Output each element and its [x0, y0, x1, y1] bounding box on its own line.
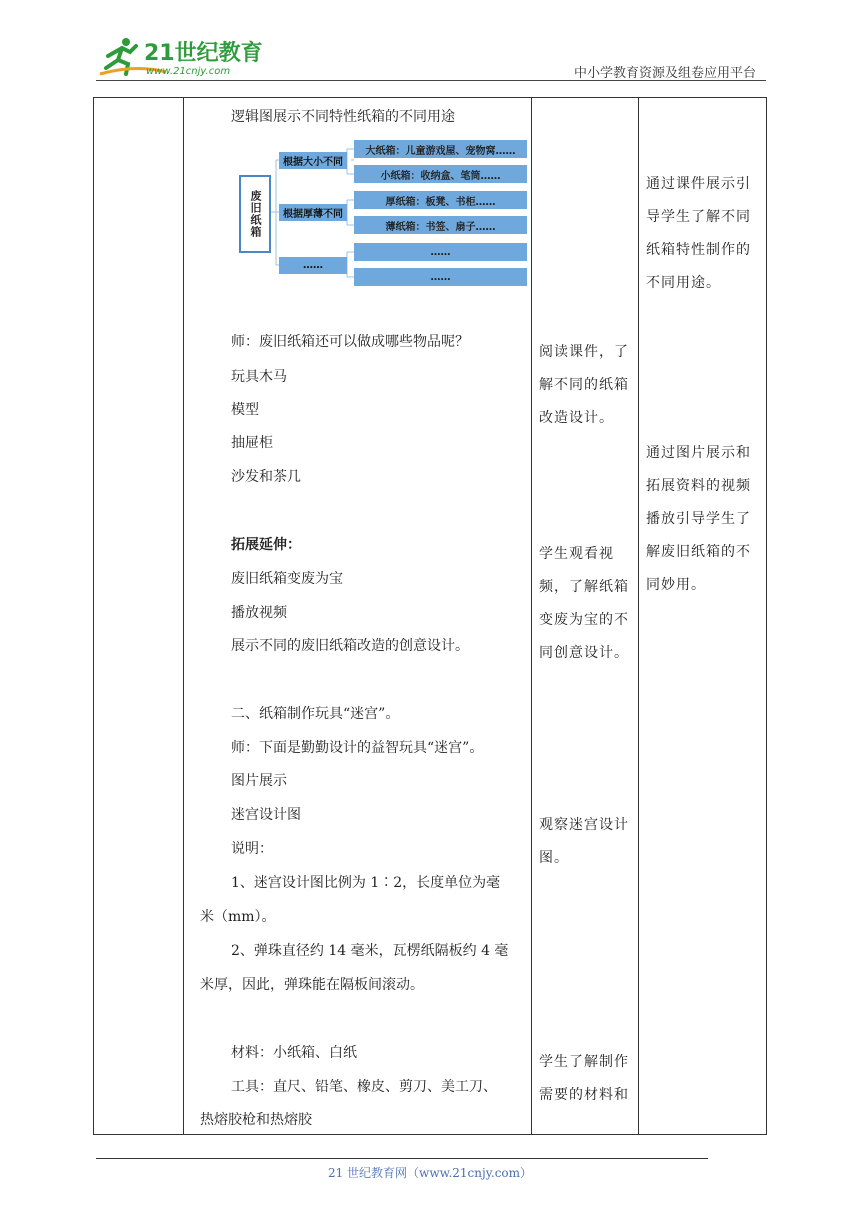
col-divider-3	[638, 98, 639, 1134]
site-logo	[96, 34, 266, 78]
col-divider-1	[183, 98, 184, 1134]
student-activity: 学生观看视频，了解纸箱变废为宝的不同创意设计。	[539, 546, 629, 661]
student-activity: 学生了解制作需要的材料和	[539, 1054, 629, 1103]
text-line: 迷宫设计图	[231, 807, 301, 823]
student-activity: 观察迷宫设计图。	[539, 817, 629, 866]
text-line: 模型	[231, 402, 259, 418]
text-line: 废旧纸箱变废为宝	[231, 571, 343, 587]
footer-text: 21 世纪教育网（www.21cnjy.com）	[327, 1166, 533, 1180]
design-intent: 通过课件展示引导学生了解不同纸箱特性制作的不同用途。	[646, 176, 751, 291]
diagram-root: 废旧纸箱	[239, 175, 271, 253]
design-intent: 通过图片展示和拓展资料的视频播放引导学生了解废旧纸箱的不同妙用。	[646, 445, 751, 593]
text-line: 2、弹珠直径约 14 毫米，瓦楞纸隔板约 4 毫	[231, 943, 509, 959]
text-line: 图片展示	[231, 773, 287, 789]
text-line: 师：下面是勤勤设计的益智玩具“迷宫”。	[231, 740, 484, 756]
student-activity: 阅读课件，了解不同的纸箱改造设计。	[539, 344, 629, 426]
lesson-table	[93, 97, 767, 1135]
col-divider-2	[531, 98, 532, 1134]
text-line: 米（mm）。	[200, 909, 276, 925]
diagram-branch: ……	[279, 257, 347, 274]
logo-main-text: 21世纪教育	[144, 41, 263, 66]
logic-diagram	[239, 138, 529, 288]
section-heading: 拓展延伸：	[231, 537, 301, 553]
diagram-leaf: 小纸箱：收纳盒、笔筒……	[354, 165, 527, 183]
header-platform-text: 中小学教育资源及组卷应用平台	[573, 66, 756, 81]
text-line: 米厚，因此，弹珠能在隔板间滚动。	[200, 977, 424, 993]
text-line: 玩具木马	[231, 369, 287, 385]
diagram-leaf: ……	[354, 268, 527, 286]
footer-divider	[96, 1158, 708, 1159]
text-line: 1、迷宫设计图比例为 1∶2，长度单位为毫	[231, 875, 501, 891]
diagram-leaf: 薄纸箱：书签、扇子……	[354, 216, 527, 234]
text-line: 沙发和茶几	[231, 469, 301, 485]
diagram-branch: 根据大小不同	[279, 152, 347, 169]
header-divider	[96, 80, 766, 81]
text-line: 二、纸箱制作玩具“迷宫”。	[231, 706, 400, 722]
diagram-branch: 根据厚薄不同	[279, 204, 347, 221]
text-line: 抽屉柜	[231, 435, 273, 451]
text-line: 播放视频	[231, 605, 287, 621]
diagram-leaf: 厚纸箱：板凳、书柜……	[354, 191, 527, 209]
diagram-leaf: ……	[354, 243, 527, 261]
text-line: 说明：	[231, 841, 273, 857]
text-line: 展示不同的废旧纸箱改造的创意设计。	[231, 638, 469, 654]
diagram-caption: 逻辑图展示不同特性纸箱的不同用途	[231, 109, 455, 125]
text-line: 材料：小纸箱、白纸	[231, 1045, 357, 1061]
logo-url-text: www.21cnjy.com	[146, 66, 231, 77]
text-line: 师：废旧纸箱还可以做成哪些物品呢？	[231, 334, 469, 350]
text-line: 热熔胶枪和热熔胶	[200, 1112, 312, 1128]
text-line: 工具：直尺、铅笔、橡皮、剪刀、美工刀、	[231, 1079, 497, 1095]
diagram-leaf: 大纸箱：儿童游戏屋、宠物窝……	[354, 140, 527, 158]
